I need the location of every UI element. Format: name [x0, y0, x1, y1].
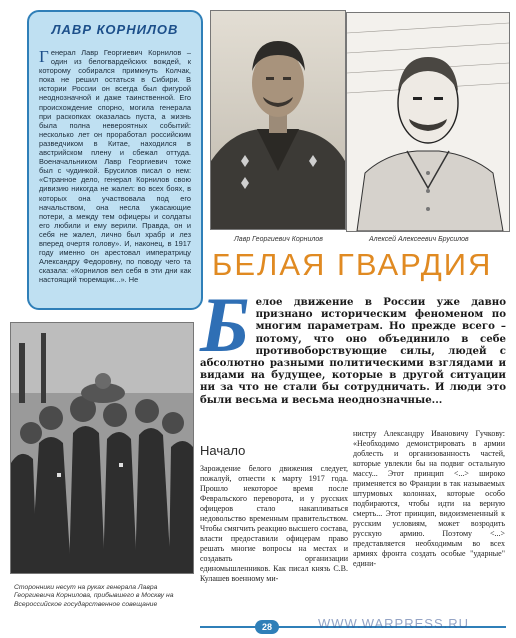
sidebar-dropcap: Г — [39, 47, 49, 66]
article-title: БЕЛАЯ ГВАРДИЯ — [212, 247, 493, 282]
sidebar-box — [27, 10, 203, 310]
sidebar-body: енерал Лавр Георгиевич Корнилов – один из белогвардейских вождей, к которому собирался примкнуть Колчак, пока не решил остаться в Сибири. В истории России он всегда был фигурой неоднозначной и даже таинственной. Его происхождение спорно, могила генерала при раскопках оказалась пуста, а жизнь была полна невероятных событий: несколько лет он проработал российским разведчиком в Китае, находился в австрийском плену и сбежал оттуда. Военачальником Лавр Георгиевич тоже был с чудинкой. Брусилов писал о нем: «Странное дело, генерал Корнилов свою дивизию никогда не жалел: во всех боях, в которых она участвовала под его начальством, она несла ужасающие потери, а между тем офицеры и солдаты его любили и ему верили. Правда, он и себя не жалел, лично был храбр и лез вперед очертя голову». И, наконец, в 1917 году именно он арестовал императрицу Александру Федоровну, по поводу чего та сказала: «Корнилов вел себя в эти дни как настоящий тюремщик...». Не — [39, 48, 191, 285]
sidebar-text — [39, 48, 191, 284]
page-number: 28 — [255, 620, 279, 634]
kornilov-caption: Лавр Георгиевич Корнилов — [234, 236, 323, 243]
sidebar-title: ЛАВР КОРНИЛОВ — [51, 22, 179, 37]
section-heading: Начало — [200, 443, 246, 458]
article-column-2: нистру Александру Ивановичу Гучкову: «Необходимо демонстрировать в армии доблесть и организованность частей, которые увлекли бы на подвиг остальную массу... Этот принцип <...> широко применяется во Франции в так называемых штурмовых колоннах, которые особо подбираются, чтобы идти на верную смерть... Этот принцип, видоизмененный к русским условиям, может возродить русскую армию. Поэтому <...> представляется необходимым во всех армиях фронта создать особые "ударные" едини- — [353, 429, 505, 568]
watermark: WWW.WARPRESS.RU — [318, 616, 470, 631]
kornilov-portrait — [210, 10, 346, 230]
lead-dropcap: Б — [200, 281, 250, 368]
article-column-1: Зарождение белого движения следует, пожалуй, отнести к марту 1917 года. Прошло некоторое время после Февральского переворота, и у русских офицеров стало накапливаться недовольство временным правительством. Чтобы смягчить реакцию высшего состава, власти предоставили офицерам право решать многие вопросы на местах и создавать организации единомышленников. Как писал князь С.В. Кулашев военному ми- — [200, 464, 348, 583]
brusilov-caption: Алексей Алексеевич Брусилов — [369, 236, 469, 243]
lead-text: елое движение в России уже давно признано историческим феноменом по многим параметрам. Но прежде всего – потому, что оно объединило в себе противоборствующие силы, людей с абсолютно разными политическими взглядами и видами на будущее, которые в другой ситуации ни за что не стали бы сотрудничать. И люди это были весьма и весьма неоднозначные... — [200, 296, 506, 406]
brusilov-portrait — [346, 12, 510, 232]
crowd-photo-caption: Сторонники несут на руках генерала Лавра Георгиевича Корнилова, прибывшего в Москву на Всероссийское государственное совещание — [14, 584, 174, 608]
lead-paragraph — [200, 281, 506, 406]
crowd-photo — [10, 322, 194, 574]
